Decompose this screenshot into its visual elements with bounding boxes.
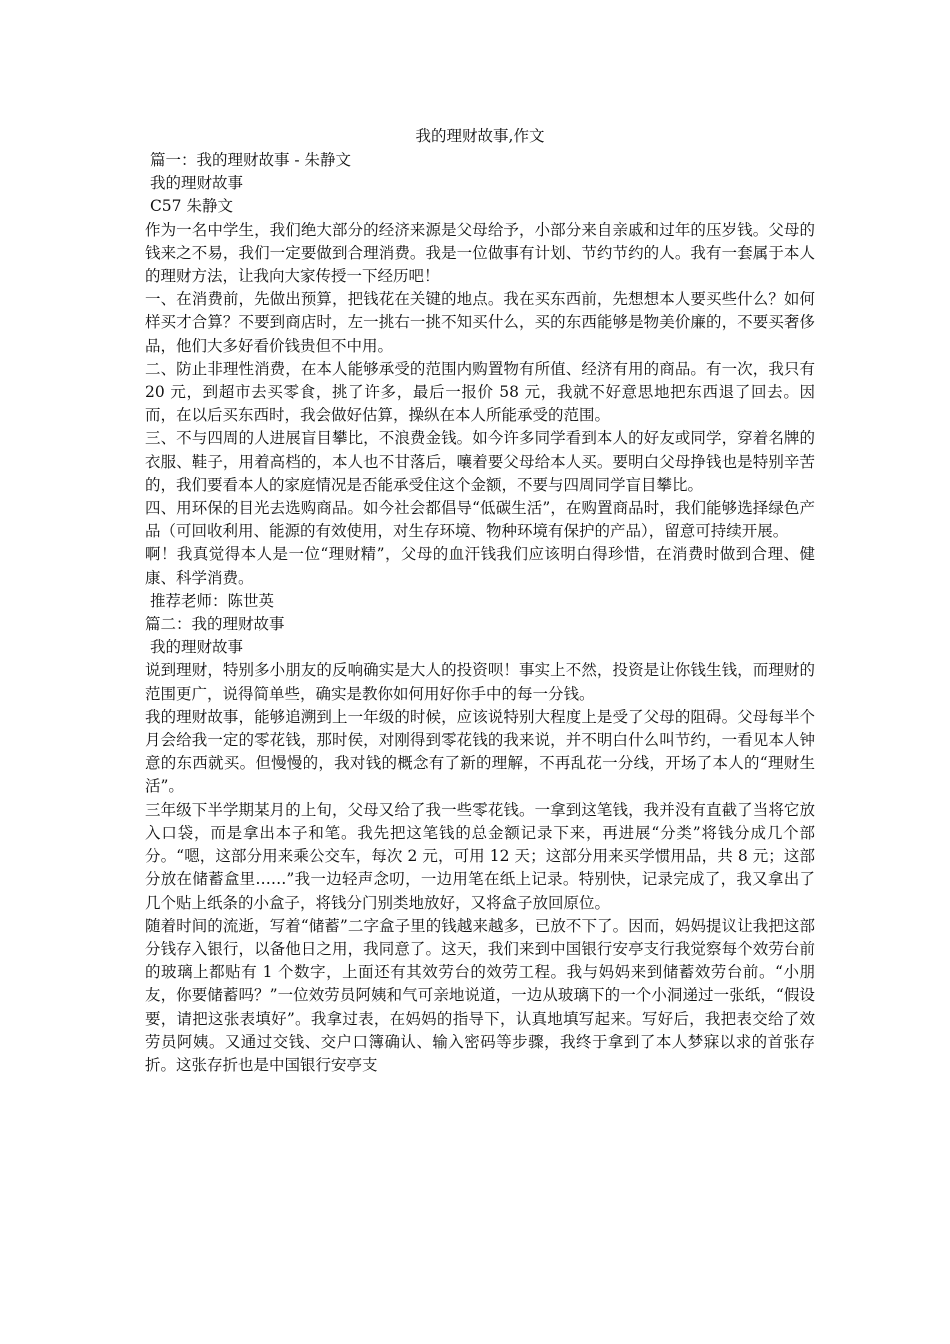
section-heading-2: 篇二：我的理财故事 [145, 615, 285, 634]
essay-title-1: 我的理财故事 [145, 174, 243, 193]
author-line: C57 朱静文 [145, 197, 233, 216]
section-heading-1: 篇一：我的理财故事 - 朱静文 [145, 151, 352, 169]
paragraph: 我的理财故事，能够追溯到上一年级的时候，应该说特别大程度上是受了父母的阻碍。父母每半个月会给我一定的零花钱，那时侯，对刚得到零花钱的我来说，并不明白什么叫节约，一看见本人钟意的东西就买。但慢慢的，我对钱的概念有了新的理解，不再乱花一分线，开场了本人的“理财生活”。 [145, 707, 815, 796]
teacher-line: 推荐老师：陈世英 [145, 591, 274, 610]
paragraph: 二、防止非理性消费，在本人能够承受的范围内购置物有所值、经济有用的商品。有一次，我只有 20 元，到超市去买零食，挑了许多，最后一报价 58 元，我就不好意思地把东西退了回去。因而，在以后买东西时，我会做好估算，操纵在本人所能承受的范围。 [145, 359, 815, 425]
paragraph: 说到理财，特别多小朋友的反响确实是大人的投资呗！事实上不然，投资是让你钱生钱，而理财的范围更广，说得简单些，确实是教你如何用好你手中的每一分钱。 [145, 661, 815, 703]
paragraph: 三、不与四周的人进展盲目攀比，不浪费金钱。如今许多同学看到本人的好友或同学，穿着名牌的衣服、鞋子，用着高档的，本人也不甘落后，嚷着要父母给本人买。要明白父母挣钱也是特别辛苦的，我们要看本人的家庭情况是否能承受住这个金额，不要与四周同学盲目攀比。 [145, 429, 815, 494]
paragraph: 四、用环保的目光去选购商品。如今社会都倡导“低碳生活”，在购置商品时，我们能够选择绿色产品（可回收利用、能源的有效使用，对生存环境、物种环境有保护的产品），留意可持续开展。 [145, 499, 815, 541]
paragraph: 三年级下半学期某月的上旬，父母又给了我一些零花钱。一拿到这笔钱，我并没有直截了当将它放入口袋，而是拿出本子和笔。我先把这笔钱的总金额记录下来，再进展“分类”将钱分成几个部分。“嗯，这部分用来乘公交车，每次 2 元，可用 12 天；这部分用来买学惯用品，共 8 元；这部分放在储蓄盒里……”我一边轻声念叨，一边用笔在纸上记录。特别快，记录完成了，我又拿出了几个贴上纸条的小盒子，将钱分门别类地放好，又将盒子放回原位。 [145, 800, 815, 912]
document-title: 我的理财故事,作文 [415, 127, 545, 145]
paragraph: 一、在消费前，先做出预算，把钱花在关键的地点。我在买东西前，先想想本人要买些什么？如何样买才合算？不要到商店时，左一挑右一挑不知买什么，买的东西能够是物美价廉的，不要买奢侈品，他们大多好看价钱贵但不中用。 [145, 290, 815, 355]
paragraph: 作为一名中学生，我们绝大部分的经济来源是父母给予，小部分来自亲戚和过年的压岁钱。父母的钱来之不易，我们一定要做到合理消费。我是一位做事有计划、节约节约的人。我有一套属于本人的理财方法，让我向大家传授一下经历吧！ [145, 220, 815, 286]
essay-title-2: 我的理财故事 [145, 638, 243, 657]
paragraph: 啊！我真觉得本人是一位“理财精”，父母的血汗钱我们应该明白得珍惜，在消费时做到合理、健康、科学消费。 [145, 545, 815, 587]
paragraph: 随着时间的流逝，写着“储蓄”二字盒子里的钱越来越多，已放不下了。因而，妈妈提议让我把这部分钱存入银行，以备他日之用，我同意了。这天，我们来到中国银行安亭支行我觉察每个效劳台前的玻璃上都贴有 1 个数字，上面还有其效劳台的效劳工程。我与妈妈来到储蓄效劳台前。“小朋友，你要储蓄吗？”一位效劳员阿姨和气可亲地说道，一边从玻璃下的一个小洞递过一张纸，“假设要，请把这张表填好”。我拿过表，在妈妈的指导下，认真地填写起来。写好后，我把表交给了效劳员阿姨。又通过交钱、交户口簿确认、输入密码等步骤，我终于拿到了本人梦寐以求的首张存折。这张存折也是中国银行安亭支 [145, 916, 815, 1074]
document-page [145, 124, 815, 1077]
